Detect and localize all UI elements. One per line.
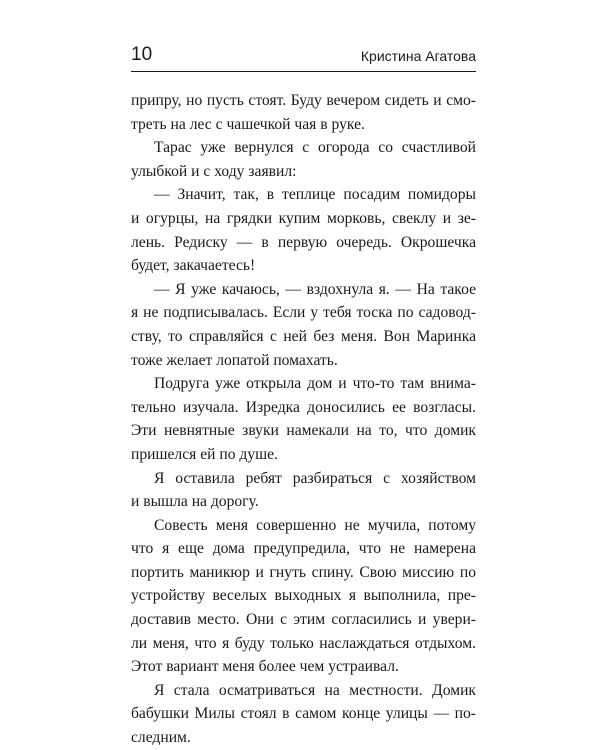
text-line: — Я уже качаюсь, — вздохнула я. — На такое [154,280,476,298]
text-line: ли меня, что я буду только наслаждаться отдыхом. [131,634,476,652]
text-line: портить маникюр и гнуть спину. Свою миссию по [131,563,476,581]
page-number: 10 [131,44,153,65]
text-line: пришелся ей по душе. [131,445,278,463]
text-line: доставив место. Они с этим согласились и увери- [131,611,476,629]
paragraph [131,183,476,277]
text-line: Этот вариант меня более чем устраивал. [131,658,399,676]
text-line: Я стала осматриваться на местности. Домик [154,681,476,699]
paragraph [131,278,476,372]
text-line: что я еще дома предупредила, что не намерена [131,540,476,558]
paragraph [131,89,476,136]
text-line: бабушки Милы стоял в самом конце улицы — по- [131,705,476,723]
text-line: Тарас уже вернулся с огорода со счастливой [154,139,476,157]
text-line: — Значит, так, в теплице посадим помидоры [154,186,476,204]
text-line: тельно изучала. Изредка доносились ее возгласы. [131,398,476,416]
text-line: Я оставила ребят разбираться с хозяйством [154,469,476,487]
text-line: Подруга уже открыла дом и что-то там внима- [154,375,476,393]
book-text [131,89,476,750]
text-line: устройству веселых выходных я выполнила, пре- [131,587,476,605]
text-line: улыбкой и с ходу заявил: [131,162,297,180]
text-line: и огурцы, на грядки купим морковь, свеклу и зе- [131,209,476,227]
text-line: лень. Редиску — в первую очередь. Окрошечка [131,233,476,251]
running-head-author: Кристина Агатова [360,48,476,64]
text-line: треть на лес с чашечкой чая в руке. [131,115,365,133]
text-line: припру, но пусть стоят. Буду вечером сидеть и смо- [131,92,476,109]
header-rule [131,71,476,72]
paragraph [131,514,476,679]
text-line: будет, закачаетесь! [131,257,256,275]
text-line: Эти невнятные звуки намекали на то, что домик [131,422,476,440]
paragraph [131,467,476,514]
text-line: тоже желает лопатой помахать. [131,351,338,369]
page-header [131,44,476,70]
paragraph [131,136,476,183]
paragraph [131,679,476,750]
text-line: Совесть меня совершенно не мучила, потому [154,516,476,534]
paragraph [131,372,476,466]
text-line: следним. [131,729,191,747]
text-line: я не подписывалась. Если у тебя тоска по садовод- [131,304,476,322]
text-line: и вышла на дорогу. [131,493,259,511]
text-line: ству, то справляйся с ней без меня. Вон Маринка [131,327,476,345]
